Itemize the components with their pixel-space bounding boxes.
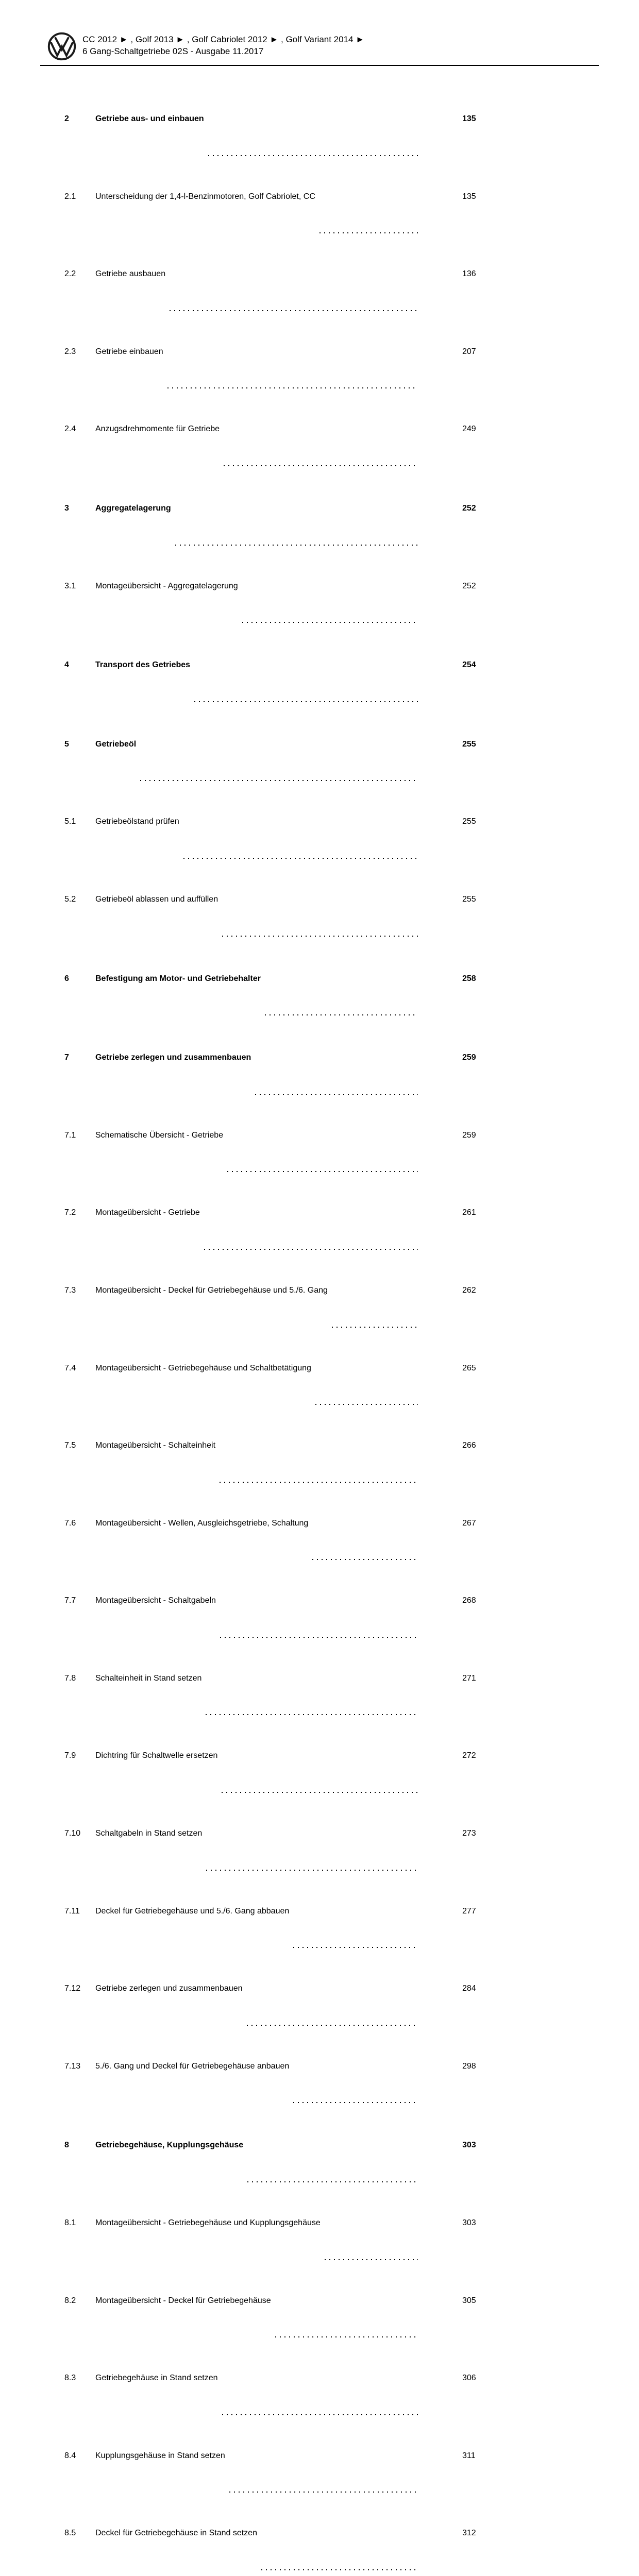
toc-entry-title: Deckel für Getriebegehäuse in Stand setzen xyxy=(95,2529,257,2538)
toc-entry-number: 2.1 xyxy=(64,192,76,201)
toc-entry xyxy=(40,1175,502,1252)
toc-entry-title: Transport des Getriebes xyxy=(95,660,191,670)
toc-entry-number: 8.4 xyxy=(64,2451,76,2460)
toc-entry-page: 259 xyxy=(462,1053,476,1062)
toc-entry-title: Getriebeölstand prüfen xyxy=(95,817,179,826)
toc-entry-title: Getriebegehäuse in Stand setzen xyxy=(95,2374,218,2383)
toc-entry-number: 7.4 xyxy=(64,1363,76,1372)
toc-entry-title: Deckel für Getriebegehäuse und 5./6. Gang abbauen xyxy=(95,1906,290,1916)
toc-entry-title: Getriebeöl ablassen und auffüllen xyxy=(95,894,218,904)
dot-leader xyxy=(222,2414,418,2415)
dot-leader xyxy=(312,1559,418,1560)
dot-leader xyxy=(206,1870,418,1871)
toc-entry-page: 271 xyxy=(462,1673,476,1683)
toc-entry xyxy=(40,2340,502,2418)
toc-entry-page: 306 xyxy=(462,2374,476,2383)
dot-leader xyxy=(227,1171,418,1172)
header-models-line: CC 2012 ► , Golf 2013 ► , Golf Cabriolet 2012 ► , Golf Variant 2014 ► xyxy=(82,35,365,44)
dot-leader xyxy=(293,2102,418,2103)
toc-entry-title: Montageübersicht - Aggregatelagerung xyxy=(95,581,238,590)
toc-entry-number: 8 xyxy=(64,2141,69,2150)
toc-entry-page: 255 xyxy=(462,817,476,826)
toc-entry-page: 255 xyxy=(462,894,476,904)
toc-entry-page: 261 xyxy=(462,1208,476,1217)
toc-entry-page: 267 xyxy=(462,1518,476,1528)
dot-leader xyxy=(220,1482,418,1483)
toc-entry-page: 135 xyxy=(462,192,476,201)
dot-leader xyxy=(194,701,418,702)
toc-entry-page: 266 xyxy=(462,1441,476,1450)
toc-entry-number: 2.3 xyxy=(64,347,76,356)
toc-entry-number: 3 xyxy=(64,503,69,513)
toc-entry xyxy=(40,391,502,469)
toc-entry-title: Dichtring für Schaltwelle ersetzen xyxy=(95,1751,218,1760)
toc-entry xyxy=(40,1330,502,1408)
toc-entry-number: 2 xyxy=(64,114,69,123)
toc-entry-number: 7.8 xyxy=(64,1673,76,1683)
dot-leader xyxy=(275,2336,418,2337)
dot-leader xyxy=(222,936,418,937)
toc-entry-number: 2.2 xyxy=(64,269,76,279)
toc-entry-number: 7.6 xyxy=(64,1518,76,1528)
toc-entry-number: 6 xyxy=(64,974,69,983)
toc-entry-title: Getriebe ausbauen xyxy=(95,269,166,279)
toc-entry-page: 262 xyxy=(462,1285,476,1295)
toc-entry-number: 7.9 xyxy=(64,1751,76,1760)
toc-entry xyxy=(40,627,502,705)
toc-entry xyxy=(40,1097,502,1175)
toc-entry xyxy=(40,941,502,1019)
toc-entry-number: 7.13 xyxy=(64,2061,81,2071)
toc-entry-number: 5.2 xyxy=(64,894,76,904)
toc-entry-title: Unterscheidung der 1,4-l-Benzinmotoren, Golf Cabriolet, CC xyxy=(95,192,315,201)
dot-leader xyxy=(293,1947,418,1948)
toc-entry-title: Schaltgabeln in Stand setzen xyxy=(95,1829,203,1838)
dot-leader xyxy=(183,858,418,859)
toc-entry xyxy=(40,159,502,236)
toc-entry-number: 8.1 xyxy=(64,2218,76,2228)
toc-entry xyxy=(40,2495,502,2573)
toc-entry-page: 255 xyxy=(462,739,476,749)
toc-entry xyxy=(40,1951,502,2028)
toc-entry xyxy=(40,2418,502,2496)
toc-entry-number: 8.2 xyxy=(64,2296,76,2305)
toc-entry-number: 7.11 xyxy=(64,1906,80,1916)
toc-entry-title: Getriebeöl xyxy=(95,739,137,749)
toc-entry xyxy=(40,2263,502,2341)
toc-entry-page: 284 xyxy=(462,1984,476,1993)
dot-leader xyxy=(175,545,418,546)
toc-entry-number: 7.2 xyxy=(64,1208,76,1217)
toc-entry xyxy=(40,1563,502,1640)
toc-entry-page: 249 xyxy=(462,425,476,434)
toc-entry-title: Montageübersicht - Deckel für Getriebegehäuse xyxy=(95,2296,271,2305)
toc-entry-title: Getriebe zerlegen und zusammenbauen xyxy=(95,1053,251,1062)
toc-entry-title: Getriebe zerlegen und zusammenbauen xyxy=(95,1984,243,1993)
dot-leader xyxy=(325,2259,418,2260)
toc-entry-page: 305 xyxy=(462,2296,476,2305)
dot-leader xyxy=(206,1714,418,1715)
toc-entry-page: 303 xyxy=(462,2141,476,2150)
toc-entry-page: 298 xyxy=(462,2061,476,2071)
dot-leader xyxy=(242,622,418,623)
toc-entry-number: 8.5 xyxy=(64,2529,76,2538)
vw-logo-icon xyxy=(47,32,76,61)
toc-entry-page: 252 xyxy=(462,503,476,513)
toc-entry xyxy=(40,1020,502,1097)
toc-entry xyxy=(40,1485,502,1563)
toc-entry-page: 135 xyxy=(462,114,476,123)
toc-entry xyxy=(40,548,502,626)
toc-entry-number: 7 xyxy=(64,1053,69,1062)
dot-leader xyxy=(247,2025,418,2026)
toc-entry-number: 7.5 xyxy=(64,1441,76,1450)
toc-entry xyxy=(40,2107,502,2185)
toc-entry-number: 7.1 xyxy=(64,1130,76,1140)
toc-entry xyxy=(40,1795,502,1873)
toc-entry-title: Montageübersicht - Deckel für Getriebegehäuse und 5./6. Gang xyxy=(95,1285,328,1295)
header-text xyxy=(82,32,364,57)
toc-entry-page: 277 xyxy=(462,1906,476,1916)
toc-entry-title: Aggregatelagerung xyxy=(95,503,171,513)
dot-leader xyxy=(315,1404,418,1405)
toc-entry-page: 259 xyxy=(462,1130,476,1140)
toc-entry xyxy=(40,1873,502,1951)
dot-leader xyxy=(220,1637,418,1638)
dot-leader xyxy=(140,780,418,781)
toc-entry-page: 272 xyxy=(462,1751,476,1760)
toc xyxy=(40,79,502,2576)
page-header xyxy=(47,32,599,61)
toc-entry-title: Schematische Übersicht - Getriebe xyxy=(95,1130,224,1140)
toc-entry-title: Montageübersicht - Schaltgabeln xyxy=(95,1596,216,1605)
toc-entry-number: 5 xyxy=(64,739,69,749)
header-edition-line: 6 Gang-Schaltgetriebe 02S - Ausgabe 11.2017 xyxy=(82,46,264,56)
toc-entry-page: 252 xyxy=(462,581,476,590)
toc-entry-title: Anzugsdrehmomente für Getriebe xyxy=(95,425,220,434)
toc-entry-title: Kupplungsgehäuse in Stand setzen xyxy=(95,2451,225,2460)
toc-entry xyxy=(40,706,502,784)
toc-entry xyxy=(40,314,502,392)
toc-entry-number: 7.7 xyxy=(64,1596,76,1605)
dot-leader xyxy=(247,2181,418,2182)
toc-entry-title: Getriebe aus- und einbauen xyxy=(95,114,204,123)
toc-entry-page: 303 xyxy=(462,2218,476,2228)
toc-entry-title: Montageübersicht - Schalteinheit xyxy=(95,1441,216,1450)
toc-entry xyxy=(40,236,502,314)
toc-entry-page: 273 xyxy=(462,1829,476,1838)
toc-entry-title: Montageübersicht - Getriebegehäuse und Kupplungsgehäuse xyxy=(95,2218,321,2228)
dot-leader xyxy=(167,387,418,388)
toc-entry xyxy=(40,1252,502,1330)
toc-entry-page: 268 xyxy=(462,1596,476,1605)
toc-entry-title: Montageübersicht - Getriebegehäuse und Schaltbetätigung xyxy=(95,1363,311,1372)
toc-entry xyxy=(40,1718,502,1795)
toc-entry-page: 265 xyxy=(462,1363,476,1372)
dot-leader xyxy=(320,232,418,233)
dot-leader xyxy=(208,155,418,156)
toc-entry-number: 4 xyxy=(64,660,69,670)
dot-leader xyxy=(204,1249,418,1250)
toc-entry xyxy=(40,1408,502,1485)
dot-leader xyxy=(224,465,418,466)
toc-entry xyxy=(40,861,502,939)
dot-leader xyxy=(255,1094,418,1095)
toc-entry-number: 7.12 xyxy=(64,1984,81,1993)
toc-entry-page: 258 xyxy=(462,974,476,983)
toc-entry xyxy=(40,784,502,861)
dot-leader xyxy=(222,1792,418,1793)
toc-entry xyxy=(40,470,502,548)
toc-entry-number: 7.3 xyxy=(64,1285,76,1295)
toc-entry-title: 5./6. Gang und Deckel für Getriebegehäuse anbauen xyxy=(95,2061,290,2071)
toc-entry-title: Schalteinheit in Stand setzen xyxy=(95,1673,202,1683)
toc-entry-page: 254 xyxy=(462,660,476,670)
toc-entry-page: 311 xyxy=(462,2451,476,2460)
toc-entry xyxy=(40,2185,502,2263)
toc-entry-number: 2.4 xyxy=(64,425,76,434)
dot-leader xyxy=(265,1014,418,1015)
toc-entry-title: Getriebegehäuse, Kupplungsgehäuse xyxy=(95,2141,244,2150)
toc-entry xyxy=(40,1640,502,1718)
toc-entry xyxy=(40,81,502,159)
toc-entry-number: 3.1 xyxy=(64,581,76,590)
toc-entry-number: 7.10 xyxy=(64,1829,81,1838)
header-rule xyxy=(40,65,599,66)
dot-leader xyxy=(170,310,418,311)
toc-entry-page: 312 xyxy=(462,2529,476,2538)
dot-leader xyxy=(229,2492,418,2493)
toc-entry-title: Montageübersicht - Getriebe xyxy=(95,1208,200,1217)
toc-entry-title: Getriebe einbauen xyxy=(95,347,163,356)
toc-entry-number: 5.1 xyxy=(64,817,76,826)
dot-leader xyxy=(261,2569,418,2570)
toc-entry-page: 207 xyxy=(462,347,476,356)
toc-entry xyxy=(40,2028,502,2106)
toc-entry-number: 8.3 xyxy=(64,2374,76,2383)
toc-entry-page: 136 xyxy=(462,269,476,279)
toc-entry-title: Befestigung am Motor- und Getriebehalter xyxy=(95,974,261,983)
toc-entry-title: Montageübersicht - Wellen, Ausgleichsgetriebe, Schaltung xyxy=(95,1518,309,1528)
dot-leader xyxy=(332,1327,418,1328)
